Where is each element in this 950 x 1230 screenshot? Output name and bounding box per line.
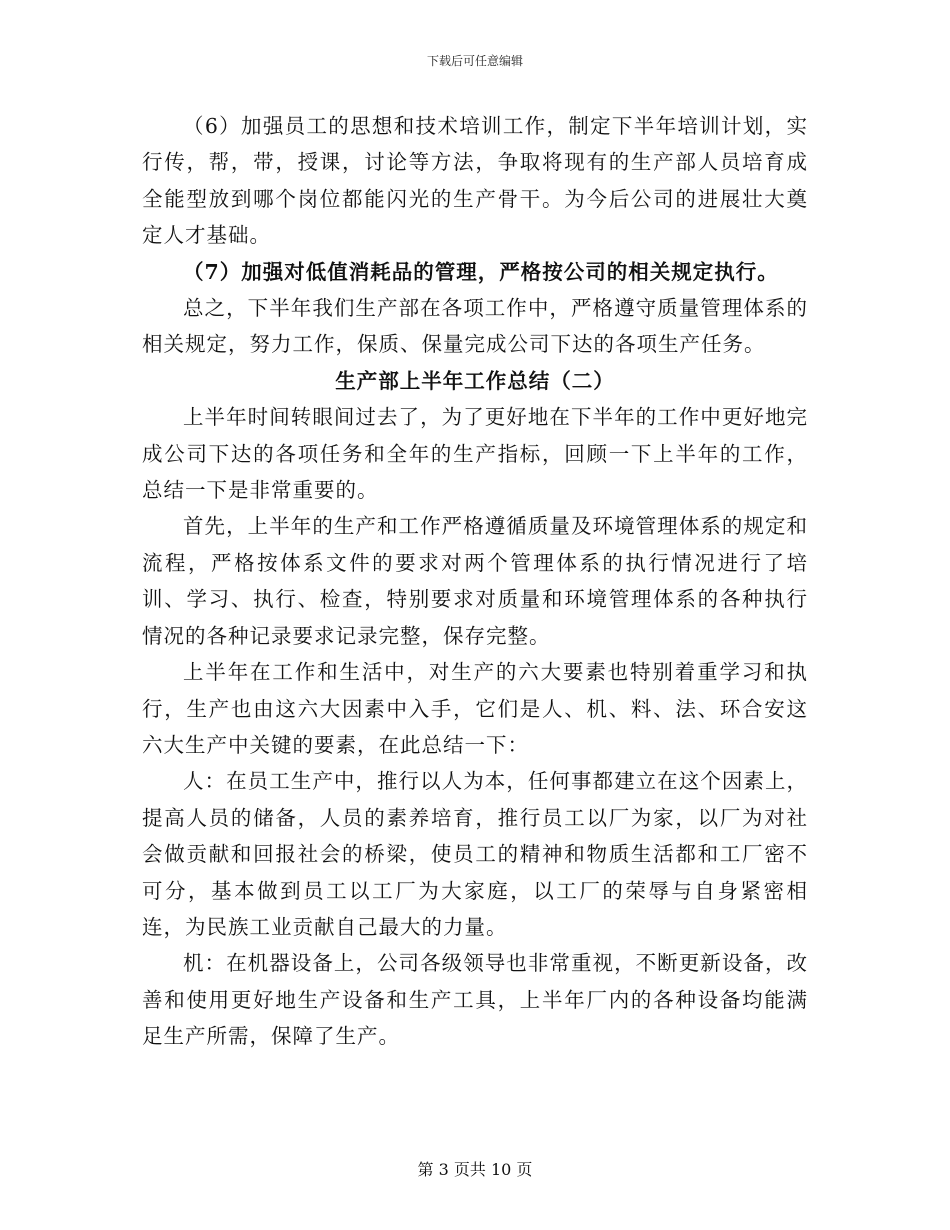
- paragraph-intro: 上半年时间转眼间过去了，为了更好地在下半年的工作中更好地完成公司下达的各项任务和全年的生产指标，回顾一下上半年的工作，总结一下是非常重要的。: [142, 405, 808, 503]
- paragraph-quality-system: 首先，上半年的生产和工作严格遵循质量及环境管理体系的规定和流程，严格按体系文件的要求对两个管理体系的执行情况进行了培训、学习、执行、检查，特别要求对质量和环境管理体系的各种执行情况的各种记录要求记录完整，保存完整。: [142, 514, 808, 648]
- paragraph-six-factors: 上半年在工作和生活中，对生产的六大要素也特别着重学习和执行，生产也由这六大因素中入手，它们是人、机、料、法、环合安这六大生产中关键的要素，在此总结一下：: [142, 660, 808, 757]
- paragraph-consumables: （7）加强对低值消耗品的管理，严格按公司的相关规定执行。: [183, 259, 779, 284]
- document-body: [142, 108, 808, 1055]
- page-header: 下载后可任意编辑: [426, 54, 523, 68]
- paragraph-summary: 总之，下半年我们生产部在各项工作中，严格遵守质量管理体系的相关规定，努力工作，保质、保量完成公司下达的各项生产任务。: [142, 296, 808, 357]
- page-number: 第 3 页共 10 页: [417, 1160, 533, 1179]
- section-title: 生产部上半年工作总结（二）: [335, 368, 615, 393]
- paragraph-people: 人：在员工生产中，推行以人为本，任何事都建立在这个因素上，提高人员的储备，人员的素养培育，推行员工以厂为家，以厂为对社会做贡献和回报社会的桥梁，使员工的精神和物质生活都和工厂密不可分，基本做到员工以工厂为大家庭，以工厂的荣辱与自身紧密相连，为民族工业贡献自己最大的力量。: [142, 769, 808, 939]
- paragraph-machines: 机：在机器设备上，公司各级领导也非常重视，不断更新设备，改善和使用更好地生产设备和生产工具，上半年厂内的各种设备均能满足生产所需，保障了生产。: [142, 951, 808, 1049]
- paragraph-training: （6）加强员工的思想和技术培训工作，制定下半年培训计划，实行传，帮，带，授课，讨论等方法，争取将现有的生产部人员培育成全能型放到哪个岗位都能闪光的生产骨干。为今后公司的进展壮大奠定人才基础。: [142, 114, 808, 248]
